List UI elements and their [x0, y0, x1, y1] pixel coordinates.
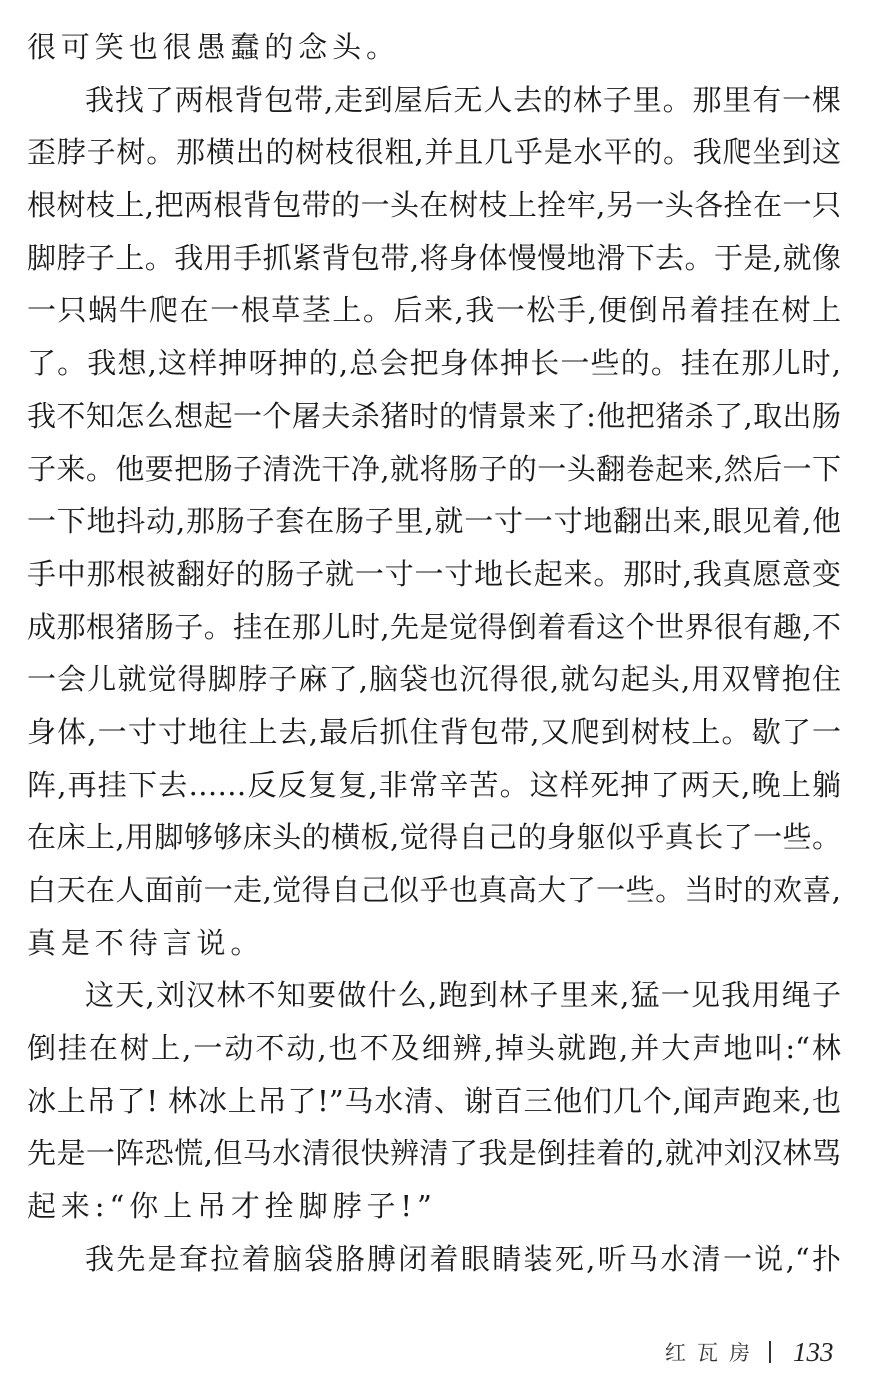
- running-title: 红瓦房: [665, 1341, 761, 1365]
- text-line: 冰上吊了! 林冰上吊了!”马水清、谢百三他们几个,闻声跑来,也: [27, 1083, 841, 1118]
- footer-divider: [769, 1341, 771, 1363]
- text-line: 根树枝上,把两根背包带的一头在树枝上拴牢,另一头各拴在一只: [27, 188, 841, 223]
- text-line: 白天在人面前一走,觉得自己似乎也真高大了一些。当时的欢喜,: [27, 873, 841, 907]
- text-line: 一只蜗牛爬在一根草茎上。后来,我一松手,便倒吊着挂在树上: [27, 293, 841, 328]
- text-line: 脚脖子上。我用手抓紧背包带,将身体慢慢地滑下去。于是,就像: [27, 240, 841, 275]
- text-line: 在床上,用脚够够床头的横板,觉得自己的身躯似乎真长了一些。: [27, 820, 841, 855]
- text-line: 我找了两根背包带,走到屋后无人去的林子里。那里有一棵: [85, 82, 841, 117]
- text-line: 倒挂在树上,一动不动,也不及细辨,掉头就跑,并大声地叫:“林: [27, 1031, 841, 1066]
- text-line: 我不知怎么想起一个屠夫杀猪时的情景来了:他把猪杀了,取出肠: [27, 398, 841, 433]
- page-footer: [665, 1332, 834, 1372]
- text-line: 一下地抖动,那肠子套在肠子里,就一寸一寸地翻出来,眼见着,他: [27, 504, 841, 539]
- text-line: 这天,刘汉林不知要做什么,跑到林子里来,猛一见我用绳子: [85, 978, 841, 1013]
- text-line: 子来。他要把肠子清洗干净,就将肠子的一头翻卷起来,然后一下: [27, 451, 841, 486]
- text-line: 成那根猪肠子。挂在那儿时,先是觉得倒着看这个世界很有趣,不: [27, 609, 841, 644]
- text-line: 歪脖子树。那横出的树枝很粗,并且几乎是水平的。我爬坐到这: [27, 135, 841, 170]
- text-line: 阵,再挂下去……反反复复,非常辛苦。这样死抻了两天,晚上躺: [27, 767, 841, 802]
- text-line: 真是不待言说。: [27, 925, 265, 960]
- page-number: 133: [793, 1336, 834, 1367]
- text-line: 起来:“你上吊才拴脚脖子!”: [27, 1189, 437, 1224]
- text-line: 先是一阵恐慌,但马水清很快辨清了我是倒挂着的,就冲刘汉林骂: [27, 1136, 841, 1171]
- text-line: 很可笑也很愚蠢的念头。: [27, 30, 400, 64]
- text-line: 身体,一寸寸地往上去,最后抓住背包带,又爬到树枝上。歇了一: [27, 714, 841, 749]
- page-body: [27, 21, 841, 1286]
- text-line: 了。我想,这样抻呀抻的,总会把身体抻长一些的。挂在那儿时,: [27, 346, 841, 381]
- text-line: 我先是耷拉着脑袋胳膊闭着眼睛装死,听马水清一说,“扑: [85, 1241, 841, 1276]
- text-line: 手中那根被翻好的肠子就一寸一寸地长起来。那时,我真愿意变: [27, 556, 841, 591]
- text-line: 一会儿就觉得脚脖子麻了,脑袋也沉得很,就勾起头,用双臂抱住: [27, 662, 841, 697]
